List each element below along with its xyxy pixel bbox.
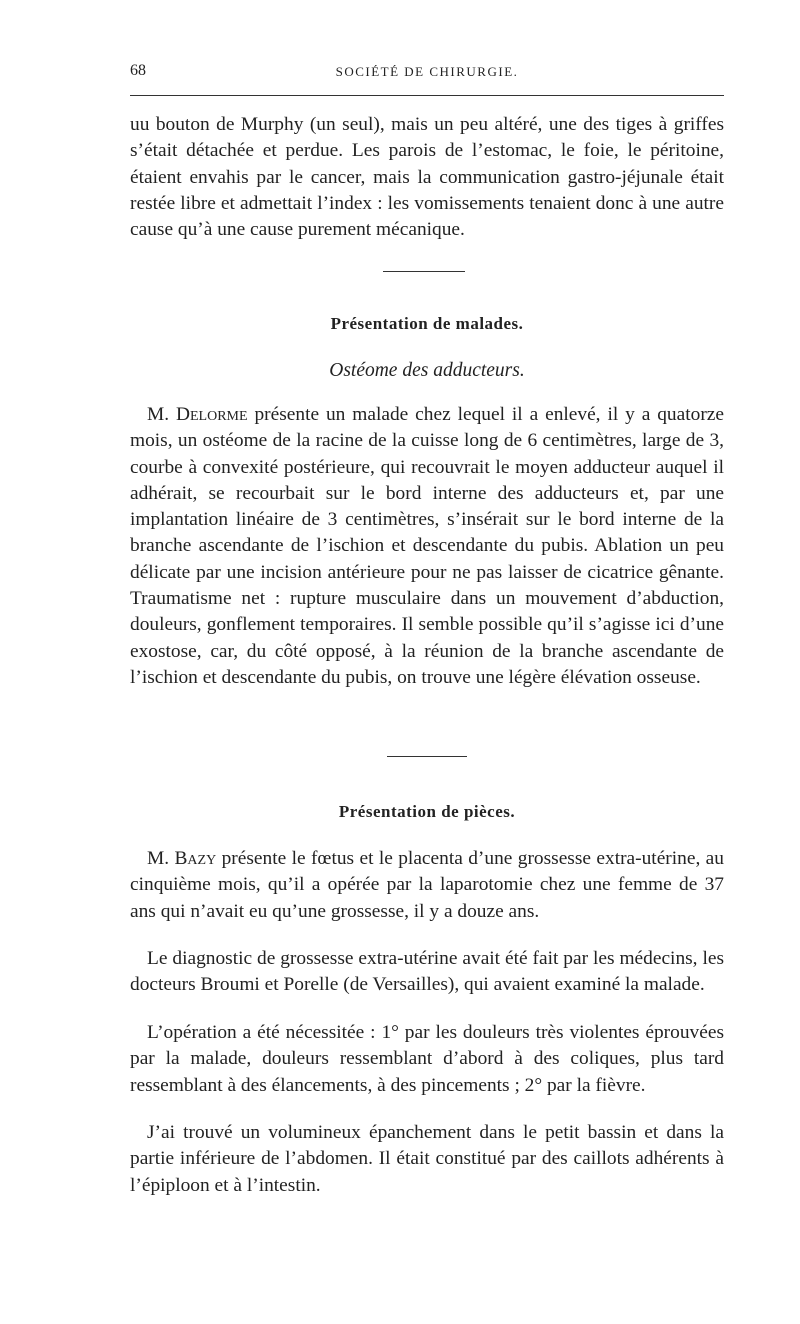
speaker-name: Delorme: [176, 404, 248, 425]
paragraph-bazy: [130, 846, 724, 925]
paragraph-body: présente le fœtus et le placenta d’une grossesse extra-utérine, au cinquième mois, qu’il a opérée par la laparotomie chez une femme de 37 ans qui n’avait eu qu’une grossesse, il y a douze ans.: [130, 848, 724, 922]
header-rule: [130, 95, 724, 96]
page-header: [130, 62, 724, 86]
section-separator: [387, 756, 467, 757]
speaker-prefix: M.: [147, 404, 176, 425]
paragraph-delorme: [130, 402, 724, 691]
paragraph-diagnostic: Le diagnostic de grossesse extra-utérine avait été fait par les médecins, les docteurs Broumi et Porelle (de Versailles), qui avaient examiné la malade.: [130, 948, 724, 996]
section-separator: [383, 271, 465, 272]
page-number: 68: [130, 62, 146, 79]
paragraph-findings: J’ai trouvé un volumineux épanchement dans le petit bassin et dans la partie inférieure de l’abdomen. Il était constitué par des caillots adhérents à l’épiploon et à l’intestin.: [130, 1122, 724, 1196]
speaker-name: Bazy: [174, 848, 217, 869]
speaker-prefix: M.: [147, 848, 175, 869]
section-title-pieces: Présentation de pièces.: [338, 802, 516, 821]
paragraph-operation: L’opération a été nécessitée : 1° par les douleurs très violentes éprouvées par la malade, douleurs ressemblant d’abord à des coliques, plus tard ressemblant à des élancements, à des pincements ; 2° par la fièvre.: [130, 1022, 724, 1096]
section-title-malades: Présentation de malades.: [330, 314, 524, 333]
paragraph-continuation: uu bouton de Murphy (un seul), mais un peu altéré, une des tiges à griffes s’était détachée et perdue. Les parois de l’estomac, le foie, le péritoine, étaient envahis par le cancer, mais la communication gastro-jéjunale était restée libre et admettait l’index : les vomissements tenaient donc à une autre cause qu’à une cause purement mécanique.: [130, 114, 724, 241]
section-subtitle: Ostéome des adducteurs.: [329, 360, 525, 381]
running-title: SOCIÉTÉ DE CHIRURGIE.: [335, 64, 519, 79]
paragraph-body: présente un malade chez lequel il a enlevé, il y a quatorze mois, un ostéome de la racine de la cuisse long de 6 centimètres, large de 3, courbe à convexité postérieure, qui recouvrait le moyen adducteur auquel il adhérait, se recourbait sur le bord interne des adducteurs et, par une implantation linéaire de 3 centimètres, s’insérait sur le bord interne de la branche ascendante de l’ischion et descendante du pubis. Ablation un peu délicate par une incision antérieure pour ne pas laisser de cicatrice gênante. Traumatisme net : rupture musculaire dans un mouvement d’abduction, douleurs, gonflement temporaires. Il semble possible qu’il s’agisse ici d’une exostose, car, du côté opposé, à la réunion de la branche ascendante de l’ischion et descendante du pubis, on trouve une légère élévation osseuse.: [130, 404, 724, 688]
